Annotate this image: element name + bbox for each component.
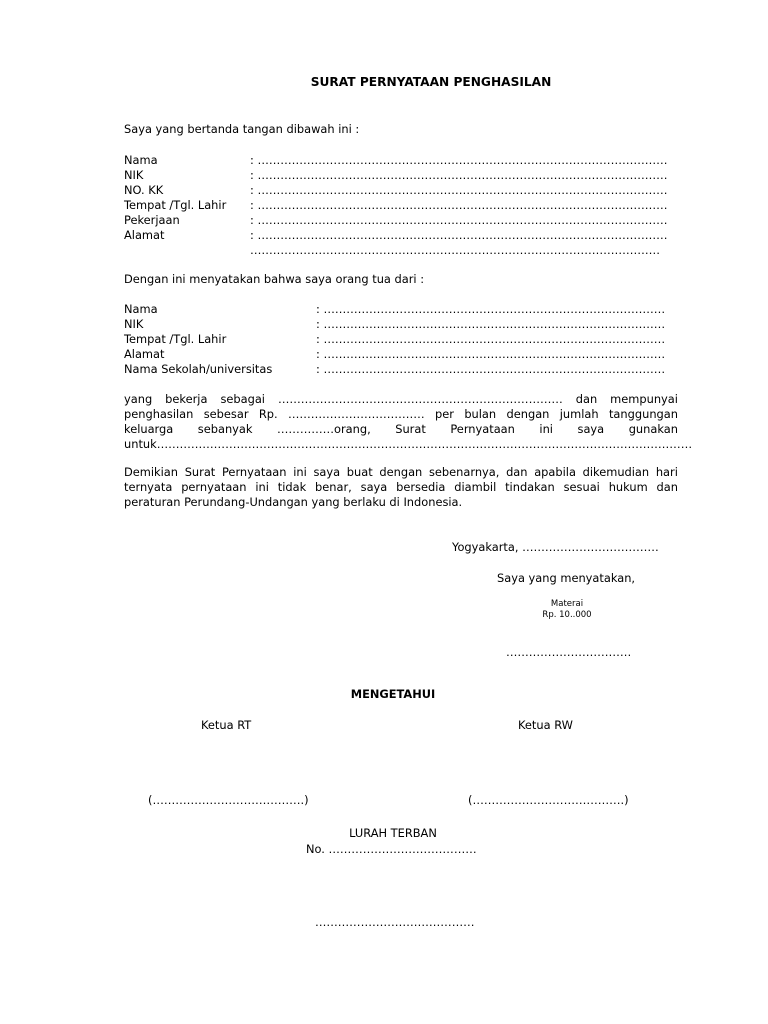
paragraph-word: benar, (315, 480, 352, 494)
intro-text: Saya yang bertanda tangan dibawah ini : (124, 122, 360, 136)
field-value: : ……………………………………………………………………………………………… (250, 198, 668, 212)
paragraph-line: peraturan Perundang-Undangan yang berlaku di Indonesia. (124, 495, 463, 509)
field-alamat (124, 228, 668, 243)
paragraph-word: per (435, 407, 454, 421)
paragraph-word: dan (506, 465, 528, 479)
statement-text: Dengan ini menyatakan bahwa saya orang tua dari : (124, 272, 425, 286)
paragraph-word: saya (577, 422, 605, 436)
paragraph-word: sebagai (220, 392, 265, 406)
paragraph-word: Surat (395, 422, 426, 436)
paragraph-word: dan (575, 392, 598, 406)
declarant-label: Saya yang menyatakan, (497, 571, 636, 585)
field-nik (124, 168, 668, 183)
field-label: Tempat /Tgl. Lahir (124, 198, 227, 212)
materai-label: Materai (550, 599, 584, 609)
field-label: Nama Sekolah/universitas (124, 362, 273, 376)
field-pekerjaan (124, 213, 668, 228)
paragraph-word: bersedia (396, 480, 446, 494)
paragraph-word: keluarga (124, 422, 174, 436)
field-nama-sekolah (124, 362, 666, 377)
materai-value: Rp. 10..000 (542, 610, 592, 620)
paragraph-line: untuk…………………………………………………………………………………………………………………………… (124, 437, 693, 451)
paragraph-word: Surat (184, 465, 216, 479)
paragraph-word: tanggungan (608, 407, 678, 421)
paragraph-word: saya (360, 480, 388, 494)
rw-signature-line: (………………………………….) (468, 793, 629, 807)
paragraph-line (124, 407, 678, 422)
paragraph-word: sebenarnya, (428, 465, 500, 479)
paragraph-word: dan (656, 480, 678, 494)
field-no-kk (124, 183, 668, 198)
field-label: Nama (124, 302, 158, 316)
field-label: NIK (124, 168, 144, 182)
field-value: : ……………………………………………………………………………… (316, 302, 666, 316)
paragraph-word: ……………………………… (287, 407, 425, 421)
paragraph-word: penghasilan (124, 407, 194, 421)
field-value: : ……………………………………………………………………………………………… (250, 183, 668, 197)
paragraph-word: ………………………………………………………………… (277, 392, 563, 406)
paragraph-word: dengan (379, 465, 423, 479)
field-nik (124, 317, 666, 332)
closing-paragraph (124, 465, 678, 510)
paragraph-word: sesuai (563, 480, 600, 494)
lurah-signature-line: …………………………………… (315, 915, 475, 929)
field-label: NIK (124, 317, 144, 331)
paragraph-word: tindakan (505, 480, 555, 494)
paragraph-word: apabila (534, 465, 576, 479)
field-value: : ……………………………………………………………………………………………… (250, 213, 668, 227)
paragraph-word: dikemudian (582, 465, 650, 479)
paragraph-word: tidak (277, 480, 307, 494)
paragraph-line (124, 480, 678, 495)
paragraph-word: Pernyataan (450, 422, 515, 436)
paragraph-word: pernyataan (181, 480, 247, 494)
paragraph-word: ……………orang, (277, 422, 371, 436)
paragraph-word: Pernyataan (221, 465, 287, 479)
field-value: : ……………………………………………………………………………………………… (250, 228, 668, 242)
paragraph-word: ini (293, 465, 307, 479)
paragraph-word: bulan (464, 407, 497, 421)
field-value: : ……………………………………………………………………………………………… (250, 153, 668, 167)
lurah-title: LURAH TERBAN (349, 826, 437, 840)
field-value: : ……………………………………………………………………………… (316, 347, 666, 361)
paragraph-word: saya (313, 465, 341, 479)
paragraph-word: Demikian (124, 465, 178, 479)
paragraph-word: ini (255, 480, 269, 494)
field-nama (124, 302, 666, 317)
lurah-number: No. ………………………………… (306, 842, 477, 856)
paragraph-word: Rp. (258, 407, 278, 421)
field-tempat-tgl-lahir (124, 198, 668, 213)
field-label: Alamat (124, 228, 165, 242)
paragraph-word: sebesar (203, 407, 249, 421)
field-value: : ……………………………………………………………………………… (316, 317, 666, 331)
field-value: : ……………………………………………………………………………… (316, 362, 666, 376)
paragraph-word: buat (346, 465, 373, 479)
paragraph-line (124, 392, 678, 407)
rw-label: Ketua RW (518, 718, 573, 732)
paragraph-line (124, 422, 678, 437)
paragraph-word: mempunyai (610, 392, 678, 406)
income-paragraph (124, 392, 693, 452)
paragraph-word: jumlah (559, 407, 599, 421)
rt-signature-line: (………………………………….) (148, 793, 309, 807)
paragraph-word: diambil (454, 480, 497, 494)
field-label: NO. KK (124, 183, 164, 197)
paragraph-line (124, 465, 678, 480)
paragraph-word: yang (124, 392, 153, 406)
paragraph-word: bekerja (165, 392, 208, 406)
field-label: Tempat /Tgl. Lahir (124, 332, 227, 346)
field-tempat-tgl-lahir (124, 332, 666, 347)
paragraph-word: sebanyak (197, 422, 253, 436)
field-value: ……………………………………………………………………………………………… (250, 243, 661, 257)
rt-label: Ketua RT (201, 718, 252, 732)
field-label: Alamat (124, 347, 165, 361)
paragraph-word: gunakan (628, 422, 678, 436)
field-value: : ……………………………………………………………………………………………… (250, 168, 668, 182)
field-alamat (124, 347, 666, 362)
paragraph-word: ternyata (124, 480, 173, 494)
declarant-signature-line: …………………………… (506, 645, 632, 659)
paragraph-word: hari (655, 465, 678, 479)
document-title: SURAT PERNYATAAN PENGHASILAN (310, 75, 552, 89)
field-value: : ……………………………………………………………………………… (316, 332, 666, 346)
paragraph-word: dengan (506, 407, 550, 421)
field-label: Nama (124, 153, 158, 167)
field-label: Pekerjaan (124, 213, 180, 227)
paragraph-word: ini (539, 422, 553, 436)
paragraph-word: hukum (608, 480, 648, 494)
place-date: Yogyakarta, ……………………………… (452, 540, 659, 554)
field-nama (124, 153, 668, 168)
acknowledge-heading: MENGETAHUI (350, 687, 436, 701)
